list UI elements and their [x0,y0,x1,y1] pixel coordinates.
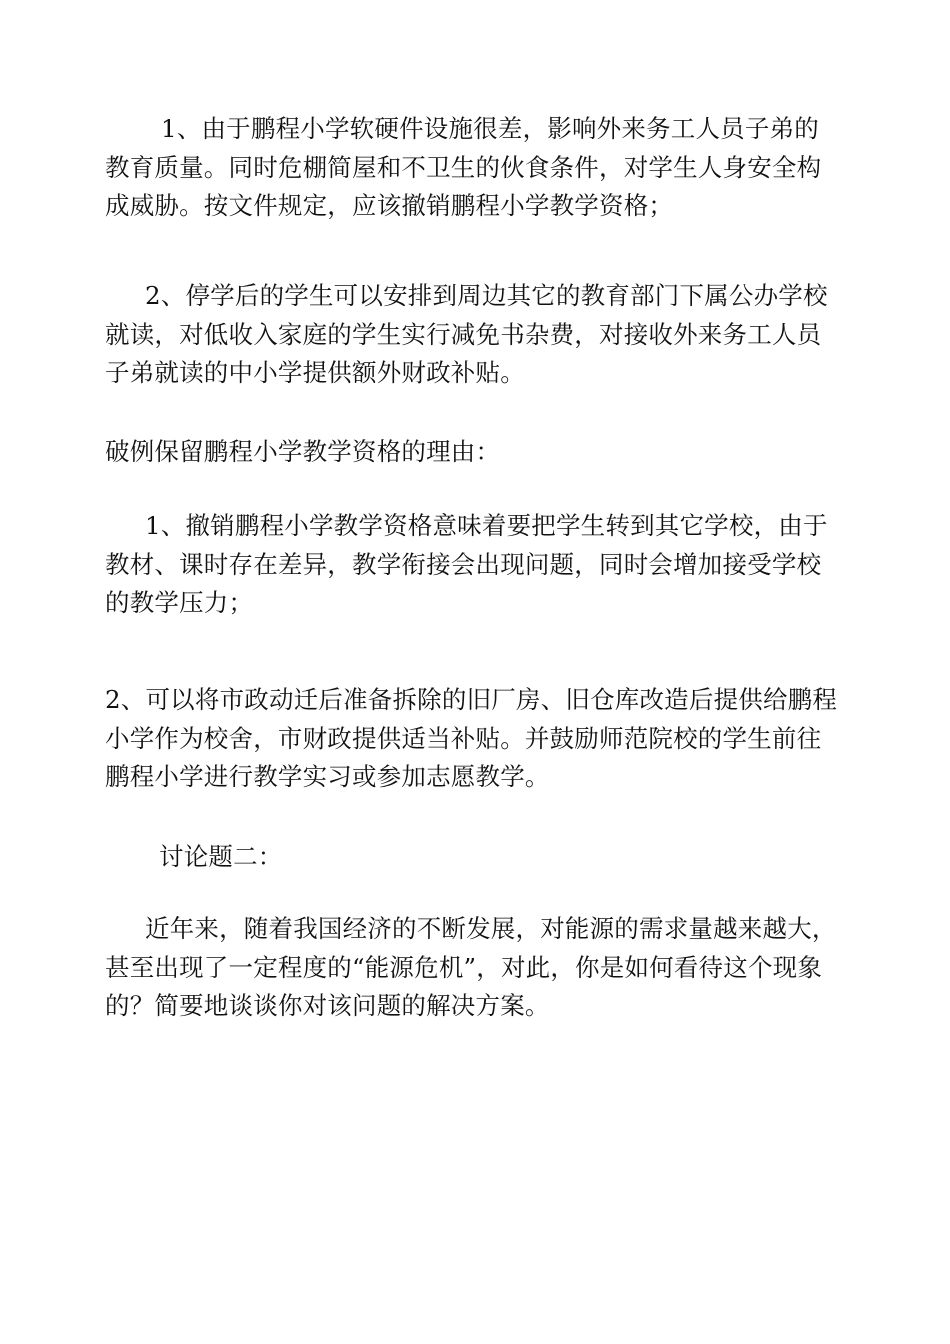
discussion-question: 近年来，随着我国经济的不断发展，对能源的需求量越来越大，甚至出现了一定程度的“能源危机”，对此，你是如何看待这个现象的？简要地谈谈你对该问题的解决方案。 [105,914,837,1020]
discussion-title: 讨论题二： [159,842,283,871]
paragraph-keep-reason-1: 1、撤销鹏程小学教学资格意味着要把学生转到其它学校，由于教材、课时存在差异，教学衔接会出现问题，同时会增加接受学校的教学压力； [105,511,828,617]
paragraph-revoke-reason-1: 1、由于鹏程小学软硬件设施很差，影响外来务工人员子弟的教育质量。同时危棚简屋和不卫生的伙食条件，对学生人身安全构成威胁。按文件规定，应该撤销鹏程小学教学资格； [105,114,822,220]
paragraph-keep-heading: 破例保留鹏程小学教学资格的理由： [105,437,501,466]
paragraph-revoke-reason-2: 2、停学后的学生可以安排到周边其它的教育部门下属公办学校就读，对低收入家庭的学生实行减免书杂费，对接收外来务工人员子弟就读的中小学提供额外财政补贴。 [105,281,828,387]
paragraph-keep-reason-2: 2、可以将市政动迁后准备拆除的旧厂房、旧仓库改造后提供给鹏程小学作为校舍，市财政提供适当补贴。并鼓励师范院校的学生前往鹏程小学进行教学实习或参加志愿教学。 [105,685,838,791]
